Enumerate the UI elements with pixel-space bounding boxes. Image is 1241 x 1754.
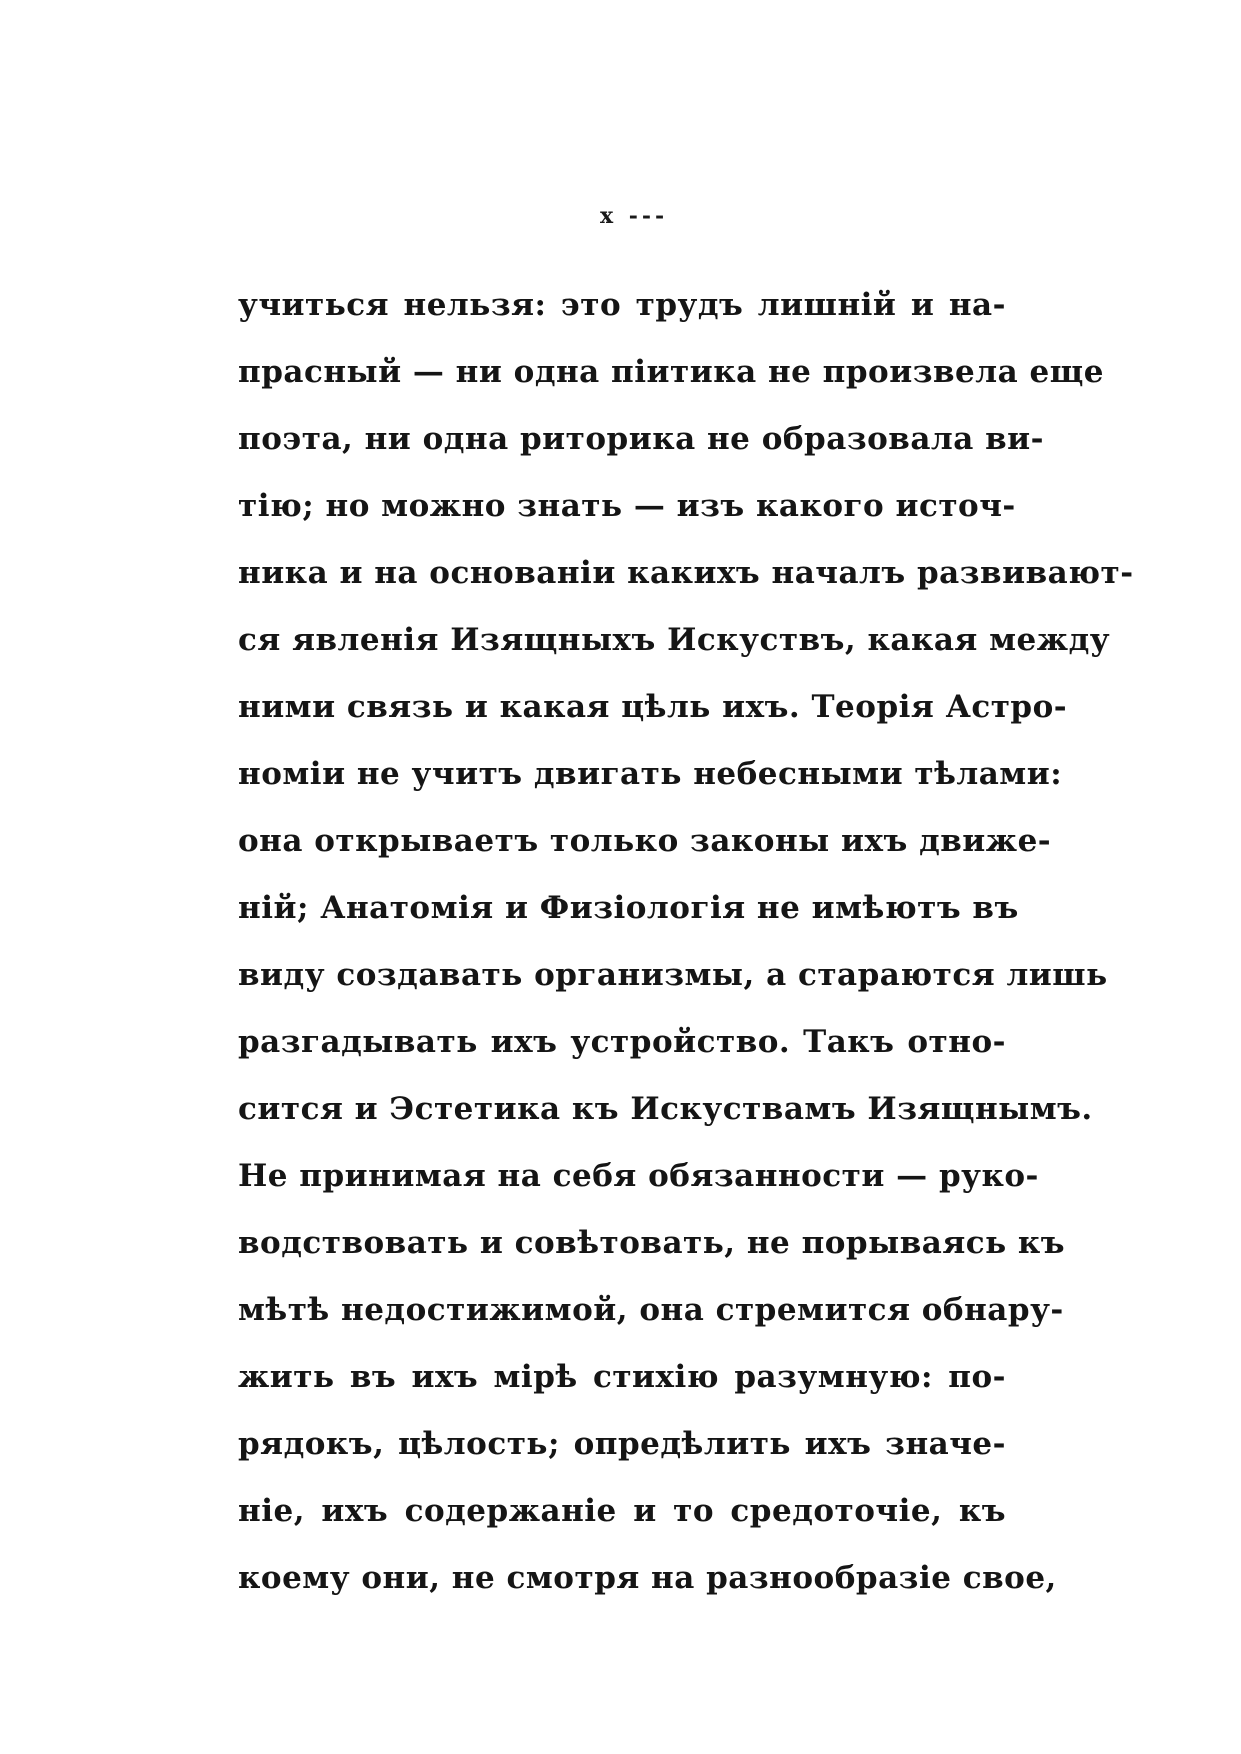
text-line: ника и на основаніи какихъ началъ развивают- — [238, 555, 1134, 591]
text-line: разгадывать ихъ устройство. Такъ отно- — [238, 1024, 1006, 1060]
text-line: номіи не учитъ двигать небесными тѣлами: — [238, 756, 1063, 792]
text-line: тію; но можно знать — изъ какого источ- — [238, 488, 1016, 524]
text-line: сится и Эстетика къ Искуствамъ Изящнымъ. — [238, 1091, 1093, 1127]
page-number: x --- — [600, 203, 669, 229]
body-text — [238, 272, 1134, 1612]
text-line: коему они, не смотря на разнообразіе свое, — [238, 1560, 1057, 1596]
text-line: жить въ ихъ мірѣ стихію разумную: по- — [238, 1359, 1006, 1395]
text-line: прасный — ни одна піитика не произвела еще — [238, 354, 1104, 390]
text-line: ніе, ихъ содержаніе и то средоточіе, къ — [238, 1493, 1006, 1529]
text-line: водствовать и совѣтовать, не порываясь къ — [238, 1225, 1066, 1261]
text-line: виду создавать организмы, а стараются лишь — [238, 957, 1108, 993]
text-line: ними связь и какая цѣль ихъ. Теорія Астро- — [238, 689, 1068, 725]
text-line: учиться нельзя: это трудъ лишній и на- — [238, 287, 1006, 323]
text-line: Не принимая на себя обязанности — руко- — [238, 1158, 1039, 1194]
text-line: рядокъ, цѣлость; опредѣлить ихъ значе- — [238, 1426, 1006, 1462]
text-line: ся явленія Изящныхъ Искуствъ, какая между — [238, 622, 1111, 658]
text-line: ній; Анатомія и Физіологія не имѣютъ въ — [238, 890, 1019, 926]
text-line: поэта, ни одна риторика не образовала ви- — [238, 421, 1045, 457]
text-line: она открываетъ только законы ихъ движе- — [238, 823, 1052, 859]
text-line: мѣтѣ недостижимой, она стремится обнару- — [238, 1292, 1064, 1328]
